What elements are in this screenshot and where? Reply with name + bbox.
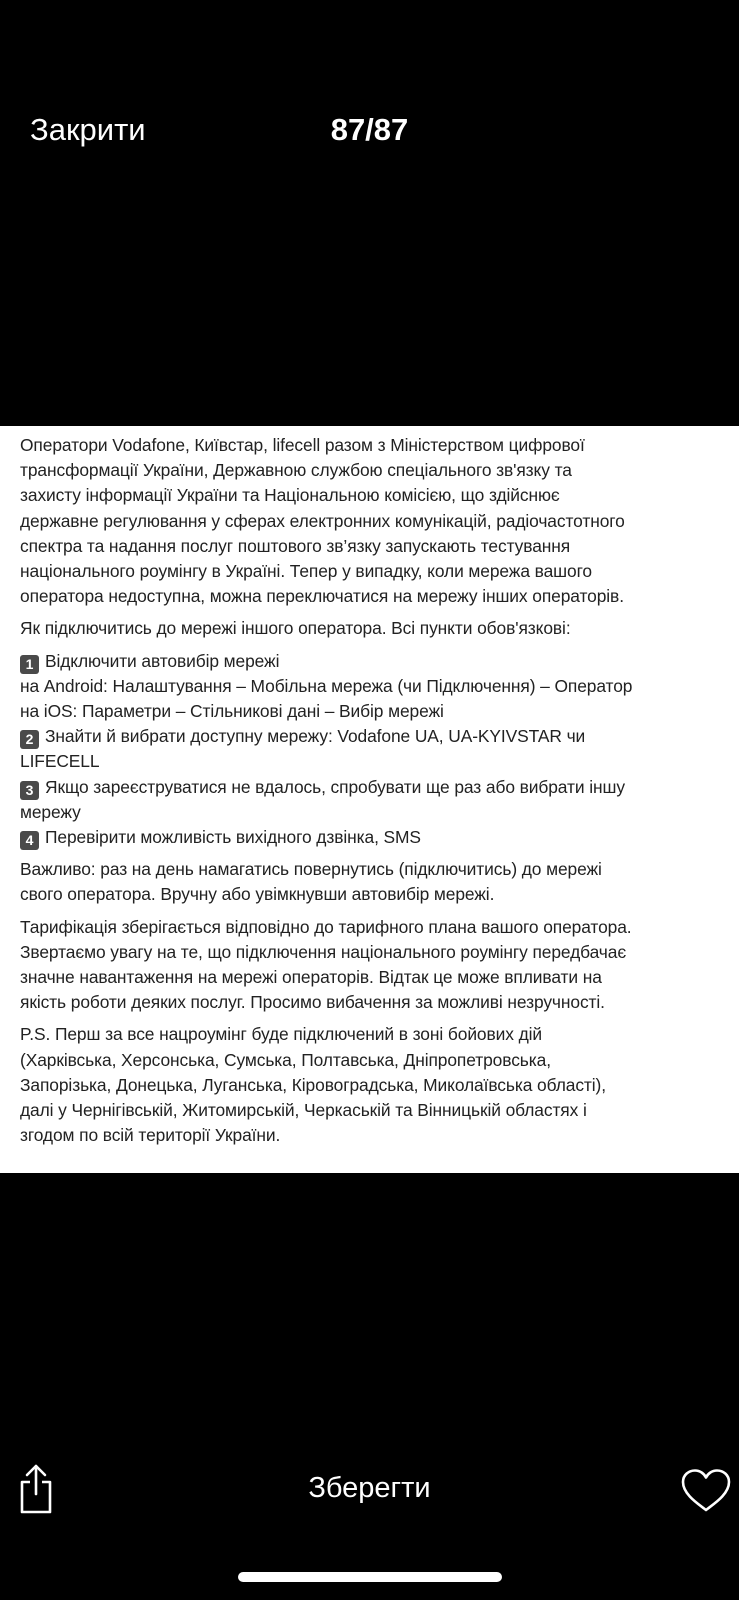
step-1 bbox=[20, 649, 719, 674]
steps-list bbox=[20, 649, 719, 851]
text-line: захисту інформації України та Національною комісією, що здійснює bbox=[20, 485, 560, 506]
paragraph-intro bbox=[20, 433, 719, 609]
keycap-2-icon: 2 bbox=[20, 730, 39, 749]
step-4 bbox=[20, 825, 719, 850]
step-text: Відключити автовибір мережі bbox=[45, 650, 280, 671]
heart-icon bbox=[680, 1468, 732, 1514]
share-button[interactable] bbox=[14, 1460, 58, 1516]
step-text: Знайти й вибрати доступну мережу: Vodafone UA, UA-KYIVSTAR чи bbox=[45, 726, 586, 747]
step-text: Якщо зареєструватися не вдалось, спробувати ще раз або вибрати іншу bbox=[45, 776, 625, 797]
text-line: Оператори Vodafone, Київстар, lifecell разом з Міністерством цифрової bbox=[20, 435, 585, 455]
paragraph-important bbox=[20, 857, 719, 907]
paragraph-how-to bbox=[20, 616, 719, 641]
favorite-button[interactable] bbox=[680, 1468, 732, 1514]
text-line: спектра та надання послуг поштового зв’язку запускають тестування bbox=[20, 535, 571, 556]
keycap-3-icon: 3 bbox=[20, 781, 39, 800]
text-line: значне навантаження на мережі операторів. Відтак це може впливати на bbox=[20, 967, 602, 988]
share-icon bbox=[14, 1460, 58, 1516]
text-line: згодом по всій території України. bbox=[20, 1125, 281, 1146]
close-button[interactable]: Закрити bbox=[30, 112, 146, 147]
text-line: P.S. Перш за все нацроумінг буде підключений в зоні бойових дій bbox=[20, 1024, 543, 1045]
text-line: трансформації України, Державною службою спеціального зв'язку та bbox=[20, 460, 572, 481]
step-1-ios: на iOS: Параметри – Стільникові дані – Вибір мережі bbox=[20, 701, 444, 722]
text-line: Звертаємо увагу на те, що підключення національного роумінгу передбачає bbox=[20, 941, 627, 962]
text-line: свого оператора. Вручну або увімкнувши автовибір мережі. bbox=[20, 884, 495, 905]
step-text: Перевірити можливість вихідного дзвінка, SMS bbox=[45, 827, 421, 848]
text-line: далі у Чернігівській, Житомирській, Черкаській та Вінницькій областях і bbox=[20, 1100, 587, 1121]
text-line: Як підключитись до мережі іншого оператора. Всі пункти обов'язкові: bbox=[20, 618, 571, 639]
step-2-cont: LIFECELL bbox=[20, 751, 100, 772]
text-line: державне регулювання у сферах електронних комунікацій, радіочастотного bbox=[20, 510, 625, 531]
bottom-toolbar bbox=[0, 1460, 739, 1530]
paragraph-tariff bbox=[20, 915, 719, 1016]
home-indicator[interactable] bbox=[238, 1572, 502, 1582]
text-line: (Харківська, Херсонська, Сумська, Полтавська, Дніпропетровська, bbox=[20, 1049, 551, 1070]
step-3 bbox=[20, 775, 719, 800]
document-image bbox=[0, 426, 739, 1173]
text-line: Тарифікація зберігається відповідно до тарифного плана вашого оператора. bbox=[20, 916, 632, 937]
text-line: оператора недоступна, можна переключатися на мережу інших операторів. bbox=[20, 586, 624, 607]
save-button-wrap bbox=[0, 1472, 739, 1505]
text-line: Важливо: раз на день намагатись повернутись (підключитись) до мережі bbox=[20, 859, 602, 880]
step-1-android: на Android: Налаштування – Мобільна мережа (чи Підключення) – Оператор bbox=[20, 675, 633, 696]
text-line: Запорізька, Донецька, Луганська, Кіровоградська, Миколаївська області), bbox=[20, 1074, 606, 1095]
text-line: національного роумінгу в Україні. Тепер у випадку, коли мережа вашого bbox=[20, 561, 593, 582]
keycap-4-icon: 4 bbox=[20, 831, 39, 850]
step-3-cont: мережу bbox=[20, 801, 81, 822]
text-line: якість роботи деяких послуг. Просимо вибачення за можливі незручності. bbox=[20, 992, 605, 1013]
paragraph-ps bbox=[20, 1022, 719, 1148]
keycap-1-icon: 1 bbox=[20, 655, 39, 674]
save-button[interactable]: Зберегти bbox=[308, 1472, 431, 1504]
step-2 bbox=[20, 724, 719, 749]
image-counter: 87/87 bbox=[330, 112, 409, 147]
